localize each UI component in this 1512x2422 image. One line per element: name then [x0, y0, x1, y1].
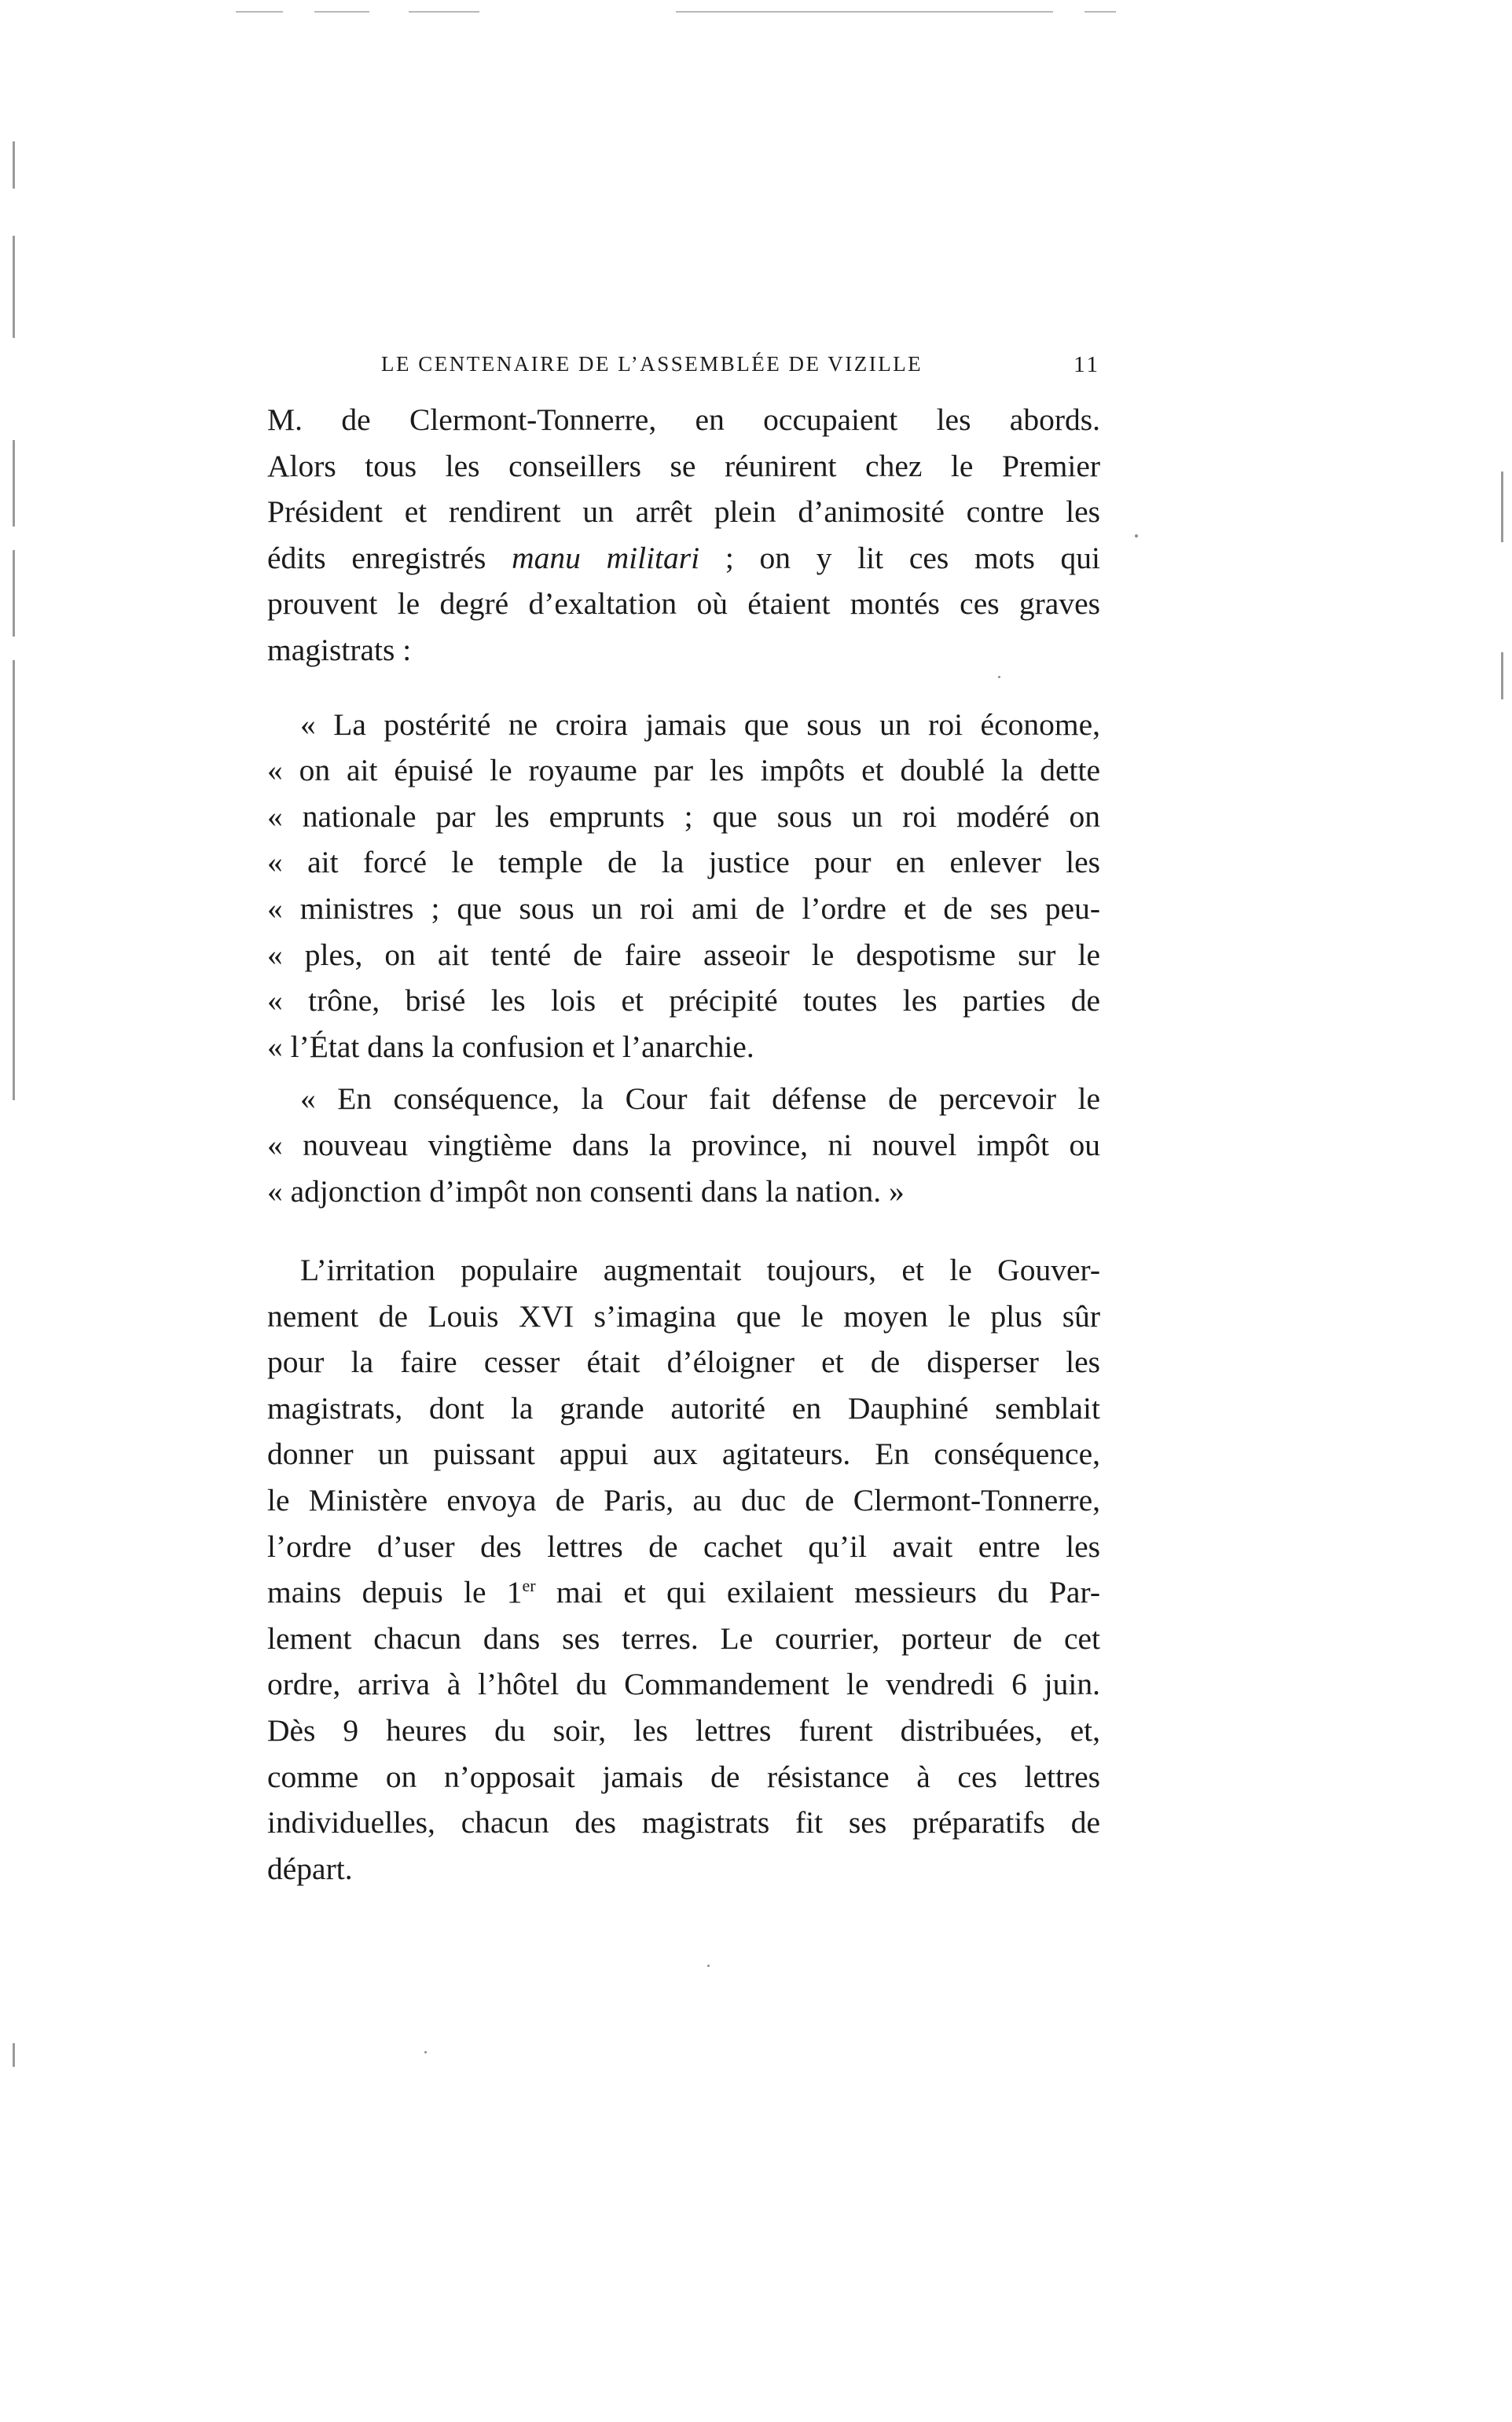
text-line: Président et rendirent un arrêt plein d’animosité contre les [267, 494, 1100, 530]
running-title: LE CENTENAIRE DE L’ASSEMBLÉE DE VIZILLE [381, 352, 923, 376]
superscript: er [522, 1576, 536, 1596]
text-line: Dès 9 heures du soir, les lettres furent distribuées, et, [267, 1713, 1100, 1749]
text-line: ordre, arriva à l’hôtel du Commandement le vendredi 6 juin. [267, 1667, 1100, 1702]
scan-artifact [13, 2043, 15, 2067]
scan-artifact [13, 660, 15, 1100]
scan-artifact [236, 11, 283, 13]
quote-line: « l’État dans la confusion et l’anarchie. [267, 1029, 754, 1064]
text-line: individuelles, chacun des magistrats fit ses préparatifs de [267, 1805, 1100, 1840]
text-line: départ. [267, 1851, 353, 1886]
quote-line: « ministres ; que sous un roi ami de l’ordre et de ses peu- [267, 890, 1100, 926]
text-segment: mains depuis le 1 [267, 1575, 523, 1610]
scan-artifact [1501, 472, 1503, 542]
scan-artifact [13, 236, 15, 338]
quote-line: « ait forcé le temple de la justice pour en enlever les [267, 845, 1100, 880]
text-line: lement chacun dans ses terres. Le courrier, porteur de cet [267, 1620, 1100, 1656]
text-line: M. de Clermont-Tonnerre, en occupaient les abords. [267, 402, 1100, 437]
quote-line: « ples, on ait tenté de faire asseoir le despotisme sur le [267, 937, 1100, 972]
quote-line: « En conséquence, la Cour fait défense de percevoir le [300, 1081, 1100, 1117]
text-line-with-superscript [267, 1569, 1100, 1616]
paragraph-gap [267, 673, 1100, 702]
scan-artifact [707, 1965, 710, 1967]
quote-line: « La postérité ne croira jamais que sous un roi économe, [300, 706, 1100, 742]
scan-artifact [424, 2051, 427, 2053]
quotation-1 [267, 702, 1100, 1070]
text-line-with-italic [267, 535, 1100, 582]
quote-line: « nouveau vingtième dans la province, ni nouvel impôt ou [267, 1127, 1100, 1162]
text-line: magistrats : [267, 632, 412, 667]
scan-artifact [13, 440, 15, 527]
quote-line: « trône, brisé les lois et précipité toutes les parties de [267, 983, 1100, 1018]
paragraph-gap [267, 1214, 1100, 1247]
scan-artifact [13, 550, 15, 637]
quote-line: « on ait épuisé le royaume par les impôts et doublé la dette [267, 753, 1100, 788]
scan-artifact [1084, 11, 1116, 13]
text-segment: ; on y lit ces mots qui [699, 540, 1100, 575]
paragraph-1 [267, 397, 1100, 673]
paragraph-2 [267, 1247, 1100, 1892]
italic-phrase: manu militari [512, 540, 700, 575]
running-header [267, 352, 1100, 383]
quote-line: « nationale par les emprunts ; que sous un roi modéré on [267, 798, 1100, 834]
text-segment: mai et qui exilaient messieurs du Par- [535, 1575, 1100, 1610]
scan-artifact [1135, 534, 1138, 538]
text-segment: édits enregistrés [267, 540, 512, 575]
page-number: 11 [1073, 352, 1100, 377]
text-line: L’irritation populaire augmentait toujours, et le Gouver- [300, 1253, 1100, 1288]
text-line: prouvent le degré d’exaltation où étaient montés ces graves [267, 586, 1100, 622]
text-line: nement de Louis XVI s’imagina que le moyen le plus sûr [267, 1298, 1100, 1334]
text-line: donner un puissant appui aux agitateurs. En conséquence, [267, 1437, 1100, 1472]
text-line: le Ministère envoya de Paris, au duc de Clermont-Tonnerre, [267, 1483, 1100, 1518]
text-line: l’ordre d’user des lettres de cachet qu’il avait entre les [267, 1528, 1100, 1564]
scan-artifact [13, 141, 15, 189]
scan-artifact [676, 11, 1053, 13]
quotation-2 [267, 1076, 1100, 1214]
paragraph-gap [267, 1070, 1100, 1076]
text-line: magistrats, dont la grande autorité en Dauphiné semblait [267, 1390, 1100, 1426]
text-line: pour la faire cesser était d’éloigner et de disperser les [267, 1345, 1100, 1380]
body-text [267, 397, 1100, 1892]
scan-artifact [314, 11, 369, 13]
quote-line: « adjonction d’impôt non consenti dans la nation. » [267, 1173, 905, 1209]
scan-artifact [1501, 652, 1503, 699]
scan-artifact [409, 11, 479, 13]
text-line: comme on n’opposait jamais de résistance à ces lettres [267, 1759, 1100, 1794]
text-line: Alors tous les conseillers se réunirent chez le Premier [267, 448, 1100, 483]
